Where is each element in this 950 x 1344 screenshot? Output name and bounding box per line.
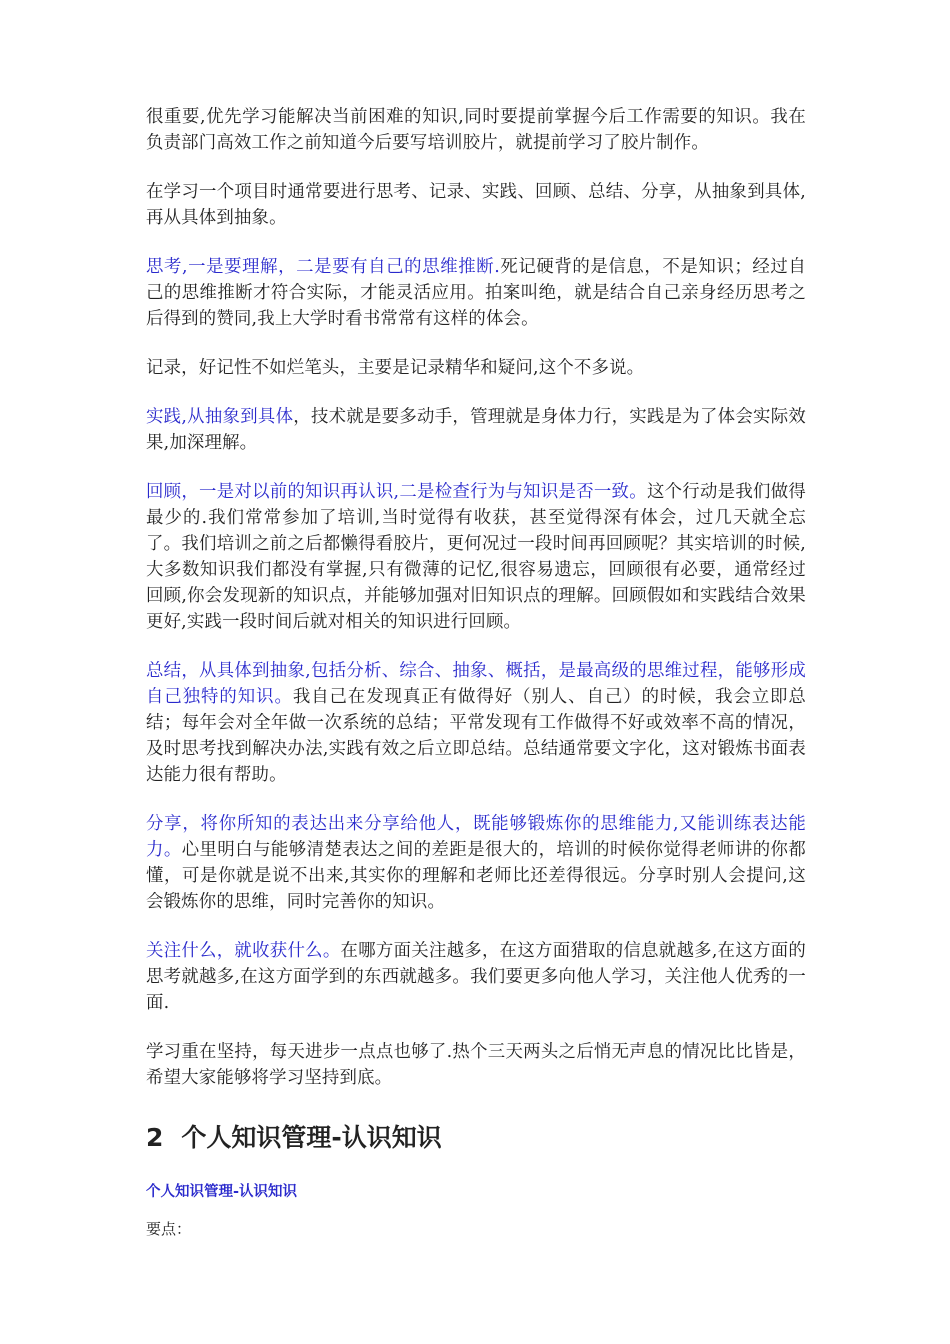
paragraph-recording (146, 355, 806, 381)
keypoints-label: 要点： (146, 1220, 192, 1238)
paragraph-highlight: 思考,一是要理解，二是要有自己的思维推断. (146, 257, 500, 277)
paragraph-persistence (146, 1039, 806, 1091)
section-number: 2 (146, 1123, 164, 1152)
paragraph-text: 我自己在发现真正有做得好（别人、自己）的时候，我会立即总结；每年会对全年做一次系统的总结；平常发现有工作做得不好或效率不高的情况，及时思考找到解决办法,实践有效之后立即总结。总结通常要文字化，这对锻炼书面表达能力很有帮助。 (146, 687, 806, 785)
paragraph-practice (146, 404, 806, 456)
section-heading (146, 1121, 806, 1155)
section-subheading: 个人知识管理-认识知识 (146, 1184, 298, 1200)
paragraph-highlight: 回顾，一是对以前的知识再认识,二是检查行为与知识是否一致。 (146, 482, 647, 502)
paragraph-text: 在哪方面关注越多，在这方面猎取的信息就越多,在这方面的思考就越多,在这方面学到的东西就越多。我们要更多向他人学习，关注他人优秀的一面. (146, 941, 806, 1013)
paragraph-text: 死记硬背的是信息，不是知识；经过自己的思维推断才符合实际，才能灵活应用。拍案叫绝，就是结合自己亲身经历思考之后得到的赞同,我上大学时看书常常有这样的体会。 (146, 257, 806, 329)
paragraph-text: 心里明白与能够清楚表达之间的差距是很大的，培训的时候你觉得老师讲的你都懂，可是你就是说不出来,其实你的理解和老师比还差得很远。分享时别人会提问,这会锻炼你的思维，同时完善你的知识。 (146, 840, 806, 912)
document-page (146, 104, 806, 1241)
paragraph-text: 这个行动是我们做得最少的.我们常常参加了培训,当时觉得有收获，甚至觉得深有体会，过几天就全忘了。我们培训之前之后都懒得看胶片，更何况过一段时间再回顾呢？其实培训的时候,大多数知识我们都没有掌握,只有微薄的记忆,很容易遗忘，回顾很有必要，通常经过回顾,你会发现新的知识点，并能够加强对旧知识点的理解。回顾假如和实践结合效果更好,实践一段时间后就对相关的知识进行回顾。 (146, 482, 806, 632)
paragraph-learning-steps (146, 179, 806, 231)
paragraph-text: 很重要,优先学习能解决当前困难的知识,同时要提前掌握今后工作需要的知识。我在负责部门高效工作之前知道今后要写培训胶片，就提前学习了胶片制作。 (146, 107, 806, 153)
paragraph-highlight: 实践,从抽象到具体 (146, 407, 294, 427)
paragraph-review (146, 479, 806, 635)
paragraph-highlight: 关注什么，就收获什么。 (146, 941, 341, 961)
paragraph-text: ，技术就是要多动手，管理就是身体力行，实践是为了体会实际效果,加深理解。 (146, 407, 806, 453)
paragraph-text: 记录，好记性不如烂笔头，主要是记录精华和疑问,这个不多说。 (146, 358, 645, 378)
paragraph-priority-learning (146, 104, 806, 156)
paragraph-sharing (146, 811, 806, 915)
paragraph-text: 学习重在坚持，每天进步一点点也够了.热个三天两头之后悄无声息的情况比比皆是，希望大家能够将学习坚持到底。 (146, 1042, 806, 1088)
paragraph-thinking (146, 254, 806, 332)
paragraph-focus (146, 938, 806, 1016)
paragraph-text: 在学习一个项目时通常要进行思考、记录、实践、回顾、总结、分享，从抽象到具体,再从具体到抽象。 (146, 182, 806, 228)
paragraph-highlight: 分享，将你所知的表达出来分享给他人，既能够锻炼你的思维能力,又能训练表达能力。 (146, 814, 806, 860)
paragraph-summary (146, 658, 806, 788)
paragraph-highlight: 总结，从具体到抽象,包括分析、综合、抽象、概括，是最高级的思维过程，能够形成自己独特的知识。 (146, 661, 806, 707)
section-title: 个人知识管理-认识知识 (181, 1123, 442, 1152)
